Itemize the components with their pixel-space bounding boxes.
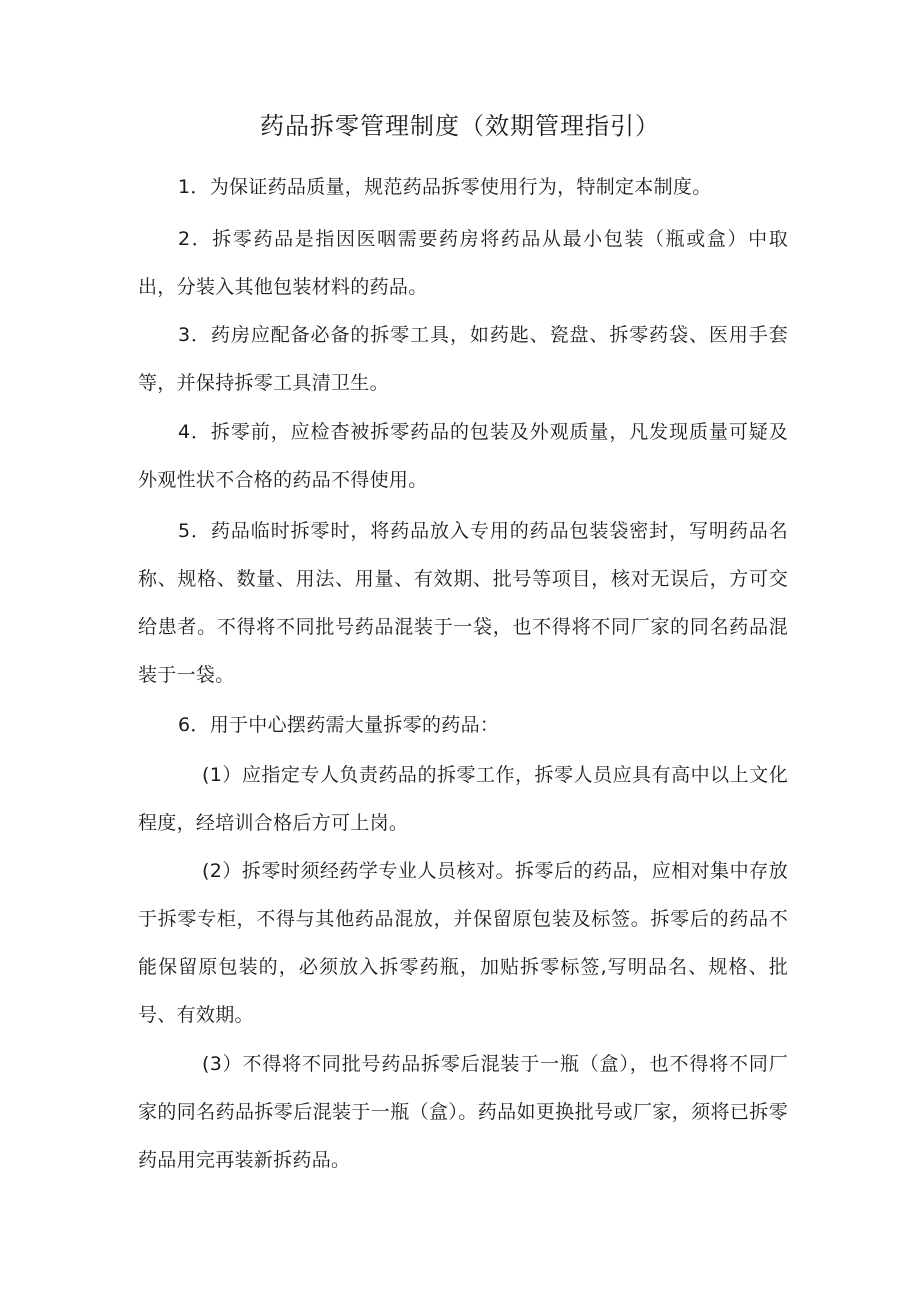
clause-6-sub-3: (3）不得将不同批号药品拆零后混装于一瓶（盒），也不得将不同厂家的同名药品拆零后混装于一瓶（盒）。药品如更换批号或厂家，须将已拆零药品用完再装新拆药品。 — [138, 1053, 788, 1171]
clause-6-sub-2: (2）拆零时须经药学专业人员核对。拆零后的药品，应相对集中存放于拆零专柜，不得与其他药品混放，并保留原包装及标签。拆零后的药品不能保留原包装的，必须放入拆零药瓶，加贴拆零标签,写明品名、规格、批号、有效期。 — [138, 860, 788, 1026]
clause-5: 5．药品临时拆零时，将药品放入专用的药品包装袋密封，写明药品名称、规格、数量、用法、用量、有效期、批号等项目，核对无误后，方可交给患者。不得将不同批号药品混装于一袋，也不得将不同厂家的同名药品混装于一袋。 — [138, 520, 788, 686]
clause-4: 4．拆零前，应检杳被拆零药品的包装及外观质量，凡发现质量可疑及外观性状不合格的药品不得使用。 — [138, 421, 788, 491]
clause-6-sub-1: (1）应指定专人负责药品的拆零工作，拆零人员应具有高中以上文化程度，经培训合格后方可上岗。 — [138, 764, 788, 834]
clause-1: 1．为保证药品质量，规范药品拆零使用行为，特制定本制度。 — [178, 176, 712, 198]
document-title: 药品拆零管理制度（效期管理指引） — [260, 112, 660, 140]
clause-3: 3．药房应配备必备的拆零工具，如药匙、瓷盘、拆零药袋、医用手套等，并保持拆零工具清卫生。 — [138, 324, 788, 394]
clause-6: 6．用于中心摆药需大量拆零的药品： — [178, 714, 500, 736]
clause-2: 2．拆零药品是指因医咽需要药房将药品从最小包装（瓶或盒）中取出，分装入其他包装材料的药品。 — [138, 228, 788, 298]
